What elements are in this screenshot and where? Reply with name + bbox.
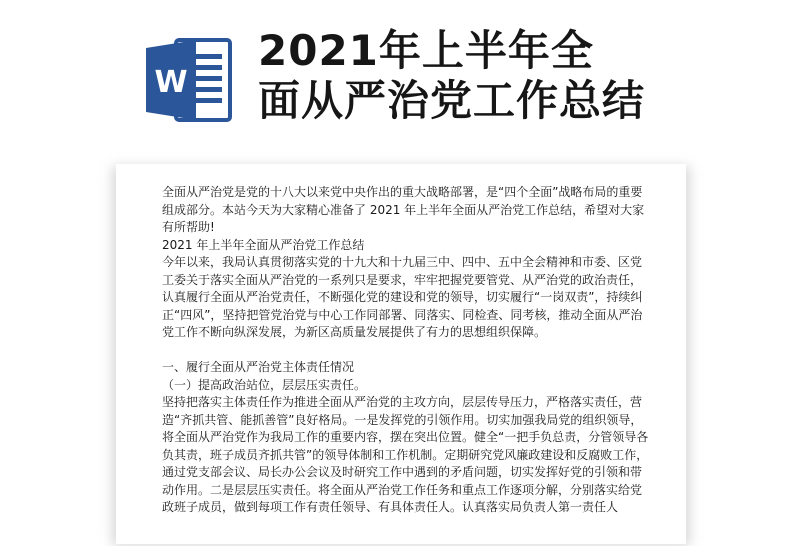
section-heading: 一、履行全面从严治党主体责任情况 <box>162 360 355 374</box>
header <box>0 0 800 150</box>
title-line-2: 面从严治党工作总结 <box>258 76 646 125</box>
body-paragraph: 坚持把落实主体责任作为推进全面从严治党的主攻方向，层层传导压力，严格落实责任，营造“齐抓共管、能抓善管”良好格局。一是发挥党的引领作用。切实加强我局党的组织领导，将全面从严治党作为我局工作的重要内容，摆在突出位置。健全“一把手负总责，分管领导各负其责，班子成员齐抓共管”的领导体制和工作机制。定期研究党风廉政建设和反腐败工作，通过党支部会议、局长办公会议及时研究工作中遇到的矛盾问题，切实发挥好党的引领和带动作用。二是层层压实责任。将全面从严治党工作任务和重点工作逐项分解，分别落实给党政班子成员，做到每项工作有责任领导、有具体责任人。认真落实局负责人第一责任人 <box>162 395 649 514</box>
page-title <box>258 26 645 126</box>
document-page <box>116 164 686 544</box>
document-body <box>162 184 652 517</box>
subsection-heading: （一）提高政治站位，层层压实责任。 <box>162 377 367 392</box>
summary-paragraph: 今年以来，我局认真贯彻落实党的十九大和十九届三中、四中、五中全会精神和市委、区党工委关于落实全面从严治党的一系列只是要求，牢牢把握党要管党、从严治党的政治责任，认真履行全面从严治党责任，不断强化党的建设和党的领导，切实履行“一岗双责”，持续纠正“四风”，坚持把管党治党与中心工作同部署、同落实、同检查、同考核，推动全面从严治党工作不断向纵深发展，为新区高质量发展提供了有力的思想组织保障。 <box>162 255 643 339</box>
blank-line <box>162 342 652 360</box>
intro-paragraph: 全面从严治党是党的十八大以来党中央作出的重大战略部署，是“四个全面”战略布局的重要组成部分。本站今天为大家精心准备了 2021 年上半年全面从严治党工作总结，希望对大家有所帮助! <box>162 185 645 234</box>
title-line-1: 2021年上半年全 <box>258 26 594 75</box>
word-document-icon <box>142 34 234 126</box>
document-subtitle: 2021 年上半年全面从严治党工作总结 <box>162 237 365 252</box>
word-letter: W <box>154 65 188 100</box>
